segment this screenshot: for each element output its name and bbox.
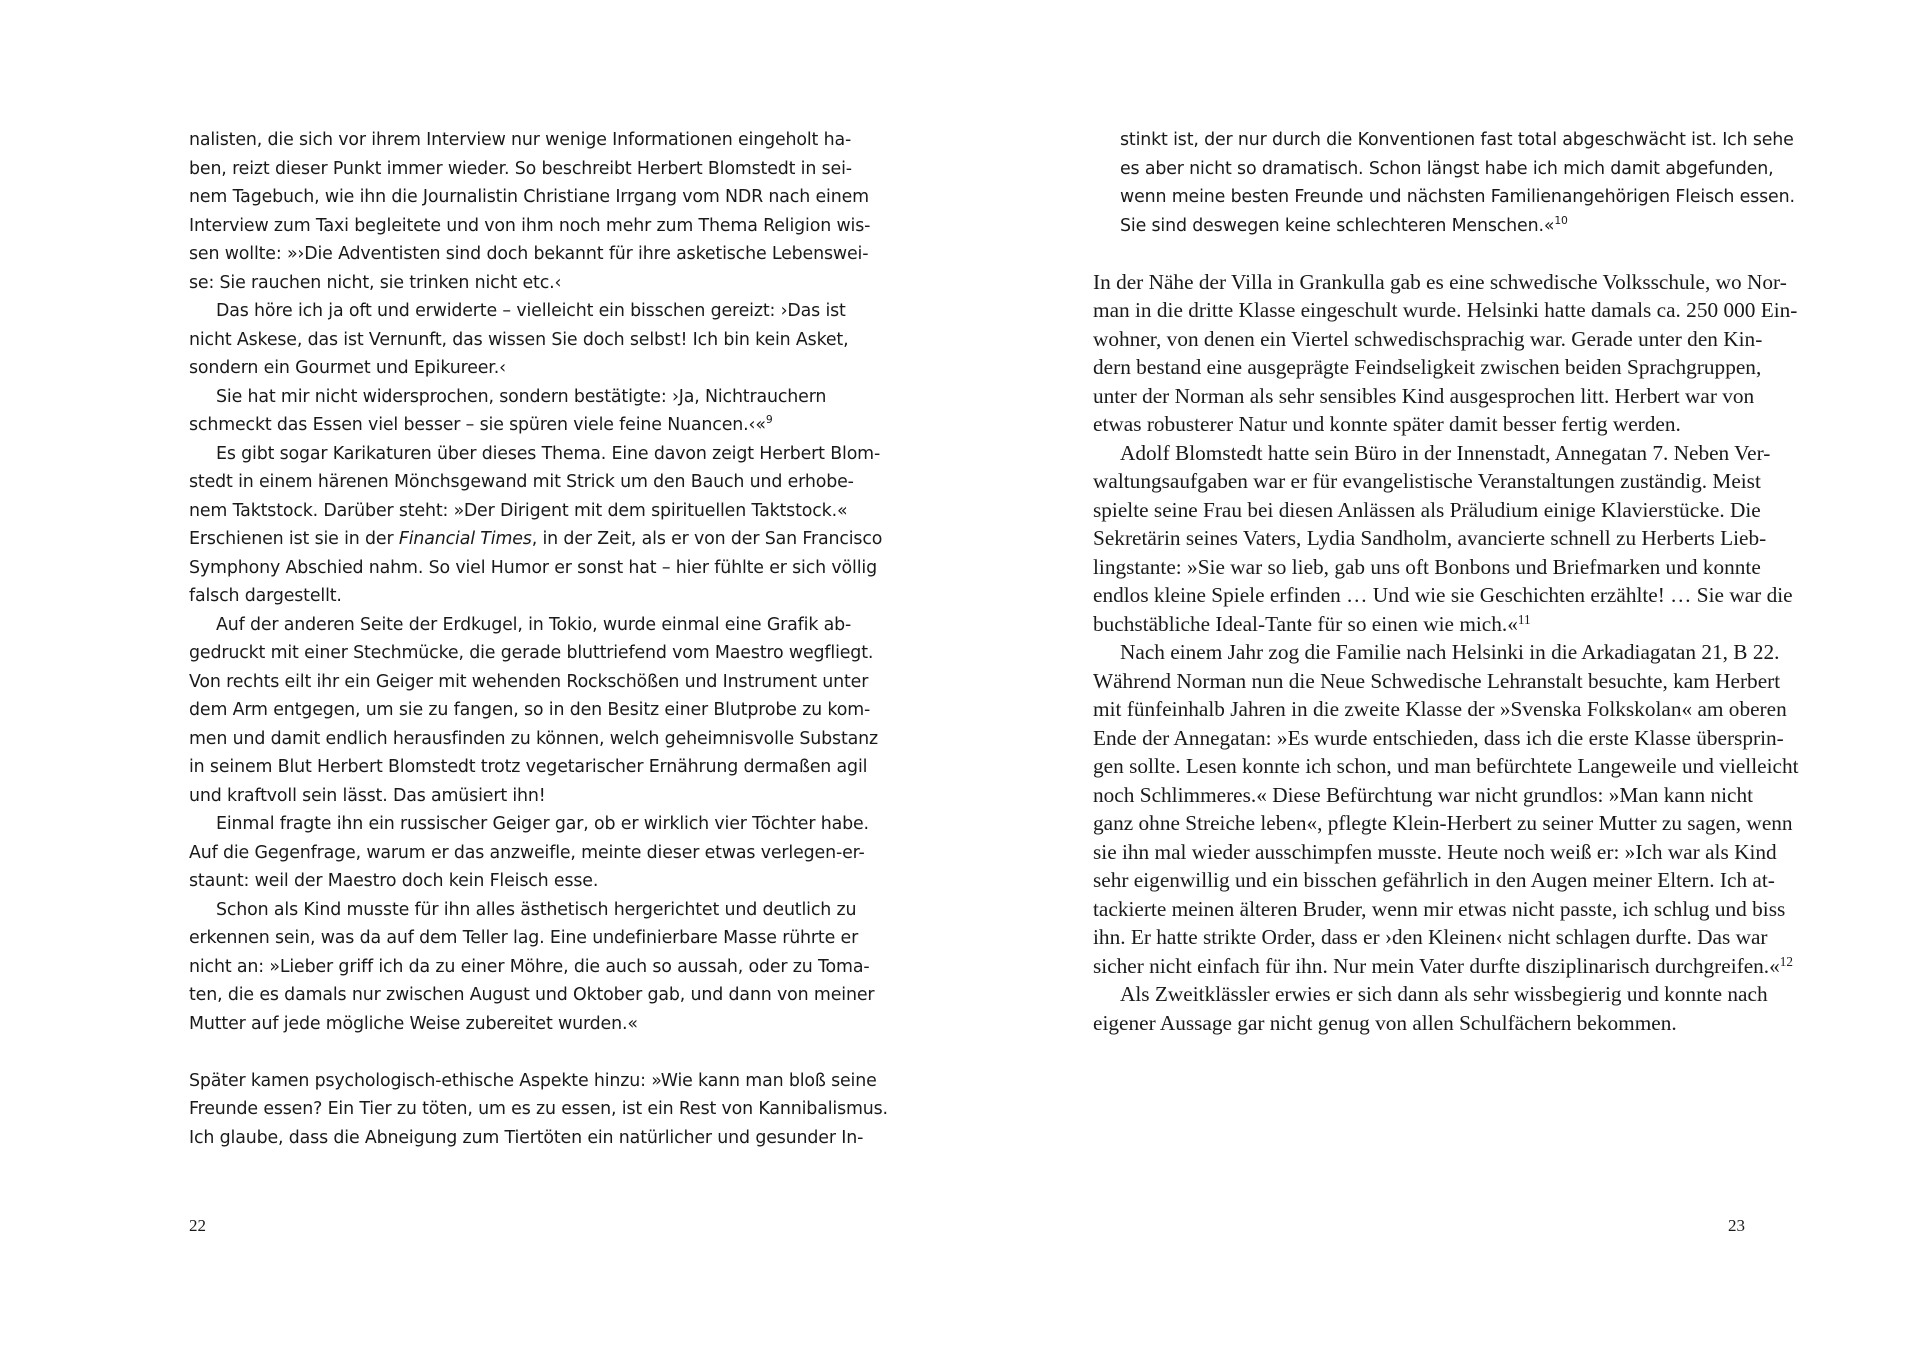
text-line: sen wollte: »›Die Adventisten sind doch bekannt für ihre asketische Lebenswei-: [189, 244, 869, 264]
text-line: wenn meine besten Freunde und nächsten Familienangehörigen Fleisch essen.: [1120, 187, 1795, 207]
text-line: unter der Norman als sehr sensibles Kind ausgesprochen litt. Herbert war von: [1093, 384, 1755, 408]
text-line-with-footnote: [1093, 612, 1531, 637]
text-line: Ich glaube, dass die Abneigung zum Tiertöten ein natürlicher und gesunder In-: [189, 1128, 864, 1148]
text-line: Sie sind deswegen keine schlechteren Menschen.«: [1120, 216, 1555, 236]
text-line: etwas robusterer Natur und konnte später damit besser fertig werden.: [1093, 412, 1681, 436]
text-line: nicht an: »Lieber griff ich da zu einer Möhre, die auch so aussah, oder zu Toma-: [189, 957, 870, 977]
text-line: gedruckt mit einer Stechmücke, die gerade bluttriefend vom Maestro wegfliegt.: [189, 643, 874, 663]
text-line: stedt in einem härenen Mönchsgewand mit Strick um den Bauch und erhobe-: [189, 472, 854, 492]
footnote-mark: 12: [1779, 954, 1793, 969]
text-line: Sie hat mir nicht widersprochen, sondern bestätigte: ›Ja, Nichtrauchern: [216, 387, 827, 407]
text-line: sicher nicht einfach für ihn. Nur mein Vater durfte disziplinarisch durchgreifen.«: [1093, 954, 1780, 978]
text-line: In der Nähe der Villa in Grankulla gab es eine schwedische Volksschule, wo Nor-: [1093, 270, 1787, 294]
text-line: Nach einem Jahr zog die Familie nach Helsinki in die Arkadiagatan 21, B 22.: [1120, 640, 1780, 664]
text-line: spielte seine Frau bei diesen Anlässen als Präludium einige Klavierstücke. Die: [1093, 498, 1761, 522]
text-segment: , in der Zeit, als er von der San Francisco: [531, 529, 883, 549]
text-line: wohner, von denen ein Viertel schwedischsprachig war. Gerade unter den Kin-: [1093, 327, 1763, 351]
text-line: Als Zweitklässler erwies er sich dann als sehr wissbegierig und konnte nach: [1120, 982, 1768, 1006]
text-line: in seinem Blut Herbert Blomstedt trotz vegetarischer Ernährung dermaßen agil: [189, 757, 868, 777]
text-line: stinkt ist, der nur durch die Konventionen fast total abgeschwächt ist. Ich sehe: [1120, 130, 1794, 150]
text-line: Von rechts eilt ihr ein Geiger mit wehenden Rockschößen und Instrument unter: [189, 672, 869, 692]
text-line: dem Arm entgegen, um sie zu fangen, so in den Besitz einer Blutprobe zu kom-: [189, 700, 871, 720]
text-line: nalisten, die sich vor ihrem Interview nur wenige Informationen eingeholt ha-: [189, 130, 852, 150]
text-line: Schon als Kind musste für ihn alles ästhetisch hergerichtet und deutlich zu: [216, 900, 857, 920]
text-line: Mutter auf jede mögliche Weise zubereitet wurden.«: [189, 1014, 638, 1034]
text-line: sie ihn mal wieder ausschimpfen musste. Heute noch weiß er: »Ich war als Kind: [1093, 840, 1777, 864]
text-line: sehr eigenwillig und ein bisschen gefährlich in den Augen meiner Eltern. Ich at-: [1093, 868, 1775, 892]
text-line: lingstante: »Sie war so lieb, gab uns oft Bonbons und Briefmarken und konnte: [1093, 555, 1761, 579]
text-line: buchstäbliche Ideal-Tante für so einen wie mich.«: [1093, 612, 1518, 636]
footnote-mark: 11: [1517, 612, 1531, 627]
text-line-with-footnote: [1093, 954, 1793, 979]
text-line: Symphony Abschied nahm. So viel Humor er sonst hat – hier fühlte er sich völlig: [189, 558, 877, 578]
text-line: Sekretärin seines Vaters, Lydia Sandholm, avancierte schnell zu Herberts Lieb-: [1093, 526, 1767, 550]
text-line: sondern ein Gourmet und Epikureer.‹: [189, 358, 506, 378]
text-line: ben, reizt dieser Punkt immer wieder. So beschreibt Herbert Blomstedt in sei-: [189, 159, 852, 179]
text-line: endlos kleine Spiele erfinden … Und wie sie Geschichten erzählte! … Sie war die: [1093, 583, 1793, 607]
text-line: Später kamen psychologisch-ethische Aspekte hinzu: »Wie kann man bloß seine: [189, 1071, 877, 1091]
text-line: Freunde essen? Ein Tier zu töten, um es zu essen, ist ein Rest von Kannibalismus.: [189, 1099, 888, 1119]
text-line: Einmal fragte ihn ein russischer Geiger gar, ob er wirklich vier Töchter habe.: [216, 814, 869, 834]
text-line: es aber nicht so dramatisch. Schon längst habe ich mich damit abgefunden,: [1120, 159, 1774, 179]
page-number: 23: [1728, 1216, 1745, 1235]
text-line: Auf der anderen Seite der Erdkugel, in Tokio, wurde einmal eine Grafik ab-: [216, 615, 852, 635]
text-line: Adolf Blomstedt hatte sein Büro in der Innenstadt, Annegatan 7. Neben Ver-: [1120, 441, 1771, 465]
text-line: eigener Aussage gar nicht genug von allen Schulfächern bekommen.: [1093, 1011, 1677, 1035]
footnote-mark: 9: [765, 413, 773, 426]
text-line: staunt: weil der Maestro doch kein Fleisch esse.: [189, 871, 599, 891]
text-line: erkennen sein, was da auf dem Teller lag. Eine undefinierbare Masse rührte er: [189, 928, 859, 948]
text-line: nem Tagebuch, wie ihn die Journalistin Christiane Irrgang vom NDR nach einem: [189, 187, 869, 207]
text-line: waltungsaufgaben war er für evangelistische Veranstaltungen zuständig. Meist: [1093, 469, 1761, 493]
publication-title: Financial Times: [398, 529, 532, 549]
text-line-with-footnote: [1120, 216, 1568, 236]
text-line: und kraftvoll sein lässt. Das amüsiert ihn!: [189, 786, 546, 806]
text-line: ten, die es damals nur zwischen August und Oktober gab, und dann von meiner: [189, 985, 875, 1005]
text-line: Ende der Annegatan: »Es wurde entschieden, dass ich die erste Klasse übersprin-: [1093, 726, 1784, 750]
text-line: men und damit endlich herausfinden zu können, welch geheimnisvolle Substanz: [189, 729, 878, 749]
page-number: 22: [189, 1216, 206, 1235]
text-line-with-footnote: [189, 415, 773, 435]
footnote-mark: 10: [1554, 214, 1568, 227]
text-line: tackierte meinen älteren Bruder, wenn mir etwas nicht passte, ich schlug und biss: [1093, 897, 1786, 921]
text-line: mit fünfeinhalb Jahren in die zweite Klasse der »Svenska Folkskolan« am oberen: [1093, 697, 1787, 721]
text-line: schmeckt das Essen viel besser – sie spüren viele feine Nuancen.‹«: [189, 415, 766, 435]
text-line: ihn. Er hatte strikte Order, dass er ›den Kleinen‹ nicht schlagen durfte. Das war: [1093, 925, 1768, 949]
text-line: se: Sie rauchen nicht, sie trinken nicht etc.‹: [189, 273, 562, 293]
text-line: gen sollte. Lesen konnte ich schon, und man befürchtete Langeweile und vielleicht: [1093, 754, 1799, 778]
text-line: Das höre ich ja oft und erwiderte – vielleicht ein bisschen gereizt: ›Das ist: [216, 301, 846, 321]
text-line: nicht Askese, das ist Vernunft, das wissen Sie doch selbst! Ich bin kein Asket,: [189, 330, 849, 350]
text-line: dern bestand eine ausgeprägte Feindseligkeit zwischen beiden Sprachgruppen,: [1093, 355, 1762, 379]
text-segment: Erschienen ist sie in der: [189, 529, 399, 549]
text-line: Es gibt sogar Karikaturen über dieses Thema. Eine davon zeigt Herbert Blom-: [216, 444, 881, 464]
text-line: falsch dargestellt.: [189, 586, 342, 606]
text-line: Auf die Gegenfrage, warum er das anzweifle, meinte dieser etwas verlegen-er-: [189, 843, 865, 863]
text-line: Während Norman nun die Neue Schwedische Lehranstalt besuchte, kam Herbert: [1093, 669, 1781, 693]
text-line: Interview zum Taxi begleitete und von ihm noch mehr zum Thema Religion wis-: [189, 216, 871, 236]
text-line: nem Taktstock. Darüber steht: »Der Dirigent mit dem spirituellen Taktstock.«: [189, 501, 848, 521]
text-line: noch Schlimmeres.« Diese Befürchtung war nicht grundlos: »Man kann nicht: [1093, 783, 1754, 807]
text-line: ganz ohne Streiche leben«, pflegte Klein-Herbert zu seiner Mutter zu sagen, wenn: [1093, 811, 1793, 835]
text-line-mixed: [189, 529, 882, 549]
text-line: man in die dritte Klasse eingeschult wurde. Helsinki hatte damals ca. 250 000 Ein-: [1093, 298, 1798, 322]
